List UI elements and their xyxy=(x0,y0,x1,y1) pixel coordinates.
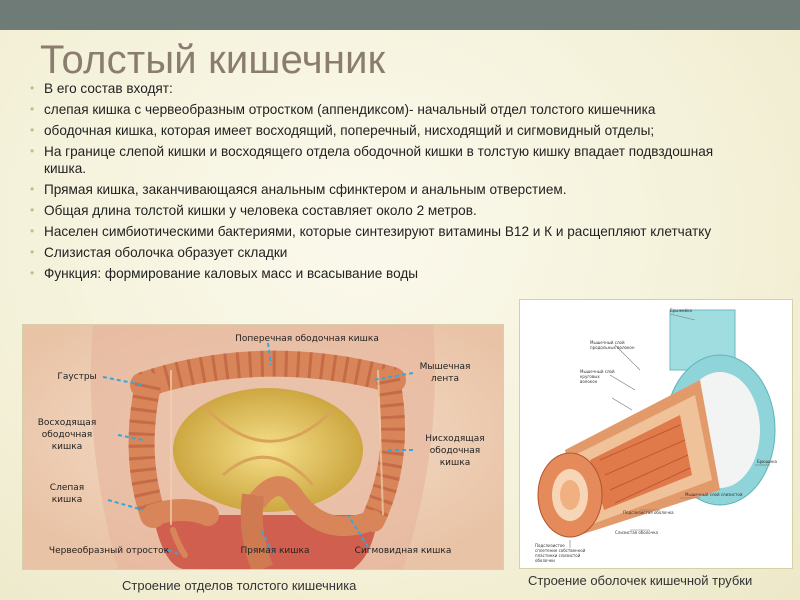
label-haustra: Гаустры xyxy=(57,372,97,382)
label-rectum: Прямая кишка xyxy=(240,546,310,556)
tiny-label-lamina-2: сплетение собственной xyxy=(535,548,586,553)
tiny-label-muscularis-mucosae: Мышечный слой слизистой xyxy=(685,492,743,497)
bullet-dot-icon: • xyxy=(30,266,35,280)
label-cecum-2: кишка xyxy=(51,495,83,505)
bullet-item: • ободочная кишка, которая имеет восходящий, поперечный, нисходящий и сигмовидный отделы; xyxy=(30,123,655,138)
bullet-item: • Общая длина толстой кишки у человека составляет около 2 метров. xyxy=(30,203,477,218)
slide-title: Толстый кишечник xyxy=(40,38,386,82)
label-descending-2: ободочная xyxy=(429,446,481,456)
label-cecum-1: Слепая xyxy=(49,483,85,493)
tiny-label-lamina-1: Подслизистое xyxy=(535,543,565,548)
tiny-label-muscle-circ-2: круговых xyxy=(580,374,600,379)
bullet-dot-icon: • xyxy=(30,203,35,217)
bullet-item: • слепая кишка с червеобразным отростком (аппендиксом)- начальный отдел толстого кишечника xyxy=(30,102,656,117)
intestinal-wall-figure xyxy=(519,299,793,569)
bullet-list xyxy=(26,80,786,286)
tiny-label-muscle-circ-1: Мышечный слой xyxy=(580,369,615,374)
bullet-dot-icon: • xyxy=(30,224,35,238)
bullet-dot-icon: • xyxy=(30,182,35,196)
label-muscle-band-2: лента xyxy=(431,374,459,384)
bullet-item: • На границе слепой кишки и восходящего отдела ободочной кишки в толстую кишку впадает подвздошная кишка. xyxy=(30,144,714,176)
intestinal-wall-illustration xyxy=(520,300,792,568)
bullet-item: • Прямая кишка, заканчивающаяся анальным сфинктером и анальным отверстием. xyxy=(30,182,567,197)
bullet-item: • Населен симбиотическими бактериями, которые синтезируют витамины В12 и К и расщепляют клетчатку xyxy=(30,224,712,239)
top-bar xyxy=(0,0,800,30)
tiny-label-lamina-4: оболочки xyxy=(535,558,555,563)
tiny-label-serosa: Брюшина xyxy=(757,459,777,464)
bullet-item: • Слизистая оболочка образует складки xyxy=(30,245,288,260)
label-descending-1: Нисходящая xyxy=(425,434,485,444)
tiny-label-muscle-long-1: Мышечный слой xyxy=(590,340,625,345)
label-ascending-1: Восходящая xyxy=(37,418,97,428)
caption-right: Строение оболочек кишечной трубки xyxy=(528,573,753,588)
tiny-label-submucosa: Подслизистая оболочка xyxy=(623,510,674,515)
tiny-label-mucosa: Слизистая оболочка xyxy=(615,530,658,535)
colon-anatomy-figure xyxy=(22,324,504,570)
bullet-dot-icon: • xyxy=(30,81,35,95)
bullet-dot-icon: • xyxy=(30,144,35,158)
label-appendix: Червеобразный отросток xyxy=(48,546,170,556)
label-ascending-2: ободочная xyxy=(41,430,93,440)
label-transverse-colon: Поперечная ободочная кишка xyxy=(235,334,379,344)
bullet-dot-icon: • xyxy=(30,123,35,137)
tiny-label-muscle-long-2: продольных волокон xyxy=(590,345,635,350)
label-ascending-3: кишка xyxy=(51,442,83,452)
label-descending-3: кишка xyxy=(439,458,471,468)
tiny-label-muscle-circ-3: волокон xyxy=(580,379,598,384)
tiny-label-lamina-3: пластинки слизистой xyxy=(535,553,581,558)
bullet-item: • Функция: формирование каловых масс и всасывание воды xyxy=(30,266,419,281)
tiny-label-mesentery: Брыжейка xyxy=(670,308,692,313)
colon-anatomy-illustration xyxy=(23,325,503,569)
bullet-dot-icon: • xyxy=(30,102,35,116)
caption-left: Строение отделов толстого кишечника xyxy=(122,578,357,593)
bullet-dot-icon: • xyxy=(30,245,35,259)
label-sigmoid: Сигмовидная кишка xyxy=(354,546,452,556)
label-muscle-band-1: Мышечная xyxy=(419,362,471,372)
bullet-item: • В его состав входят: xyxy=(30,81,173,96)
